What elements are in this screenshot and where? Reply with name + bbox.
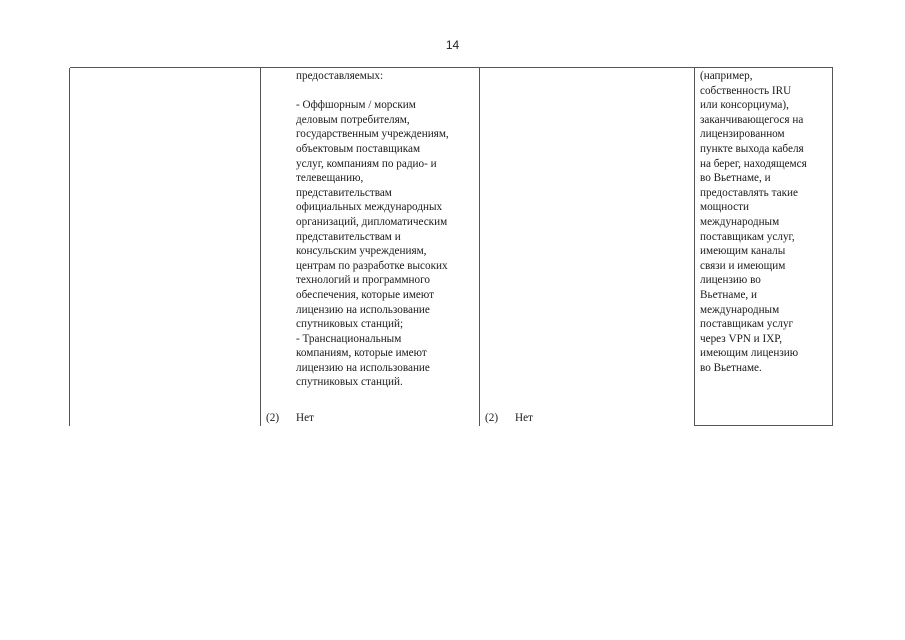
table-border-right [832,68,833,426]
commitments-table [70,67,833,426]
column3-item-number: (2) [485,412,499,424]
column2-text: предоставляемых: - Оффшорным / морским деловым потребителям, государственным учреждениям, объектовым поставщикам услуг, компаниям по радио- и телевещанию, представительствам официальных международных организаций, дипломатическим представительствам и консульским учреждениям, центрам по разработке высоких технологий и программного обеспечения, которые имеют лицензию на использование спутниковых станций; - Транснациональным компаниям, которые имеют лицензию на использование спутниковых станций. [296,70,449,389]
column-divider-3 [694,68,695,426]
column2-item-number: (2) [266,412,280,424]
column4-text: (например, собственность IRU или консорциума), заканчивающегося на лицензированном пункте выхода кабеля на берег, находящемся во Вьетнаме, и предоставлять такие мощности международным поставщикам услуг, имеющим каналы связи и имеющим лицензию во Вьетнаме, и международным поставщикам услуг через VPN и IXP, имеющим лицензию во Вьетнаме. [700,70,807,374]
page-number: 14 [445,38,460,52]
column3-item-text: Нет [515,412,533,424]
table-border-left [69,68,70,426]
column2-item-text: Нет [296,412,314,424]
column-divider-1 [260,68,261,426]
column4-bottom-border [694,425,833,426]
